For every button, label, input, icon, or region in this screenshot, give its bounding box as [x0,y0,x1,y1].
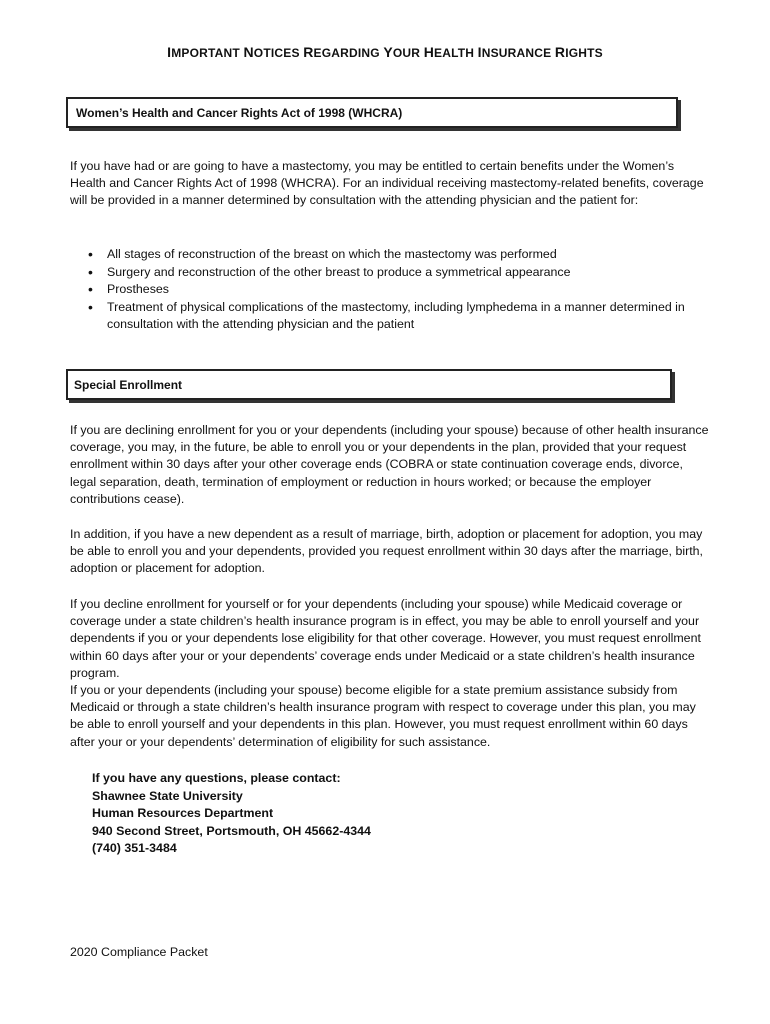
contact-block [92,770,371,858]
title-initial: R [554,44,566,60]
whcra-section-heading: Women’s Health and Cancer Rights Act of 1998 (WHCRA) [66,97,678,128]
title-word: MPORTANT [171,46,244,60]
whcra-benefits-list [88,246,708,334]
special-enrollment-paragraph-3: If you decline enrollment for yourself or for your dependents (including your spouse) while Medicaid coverage or coverage under a state children’s health insurance program is in effect, you may be able to enroll yourself and your dependents if you or your dependents lose eligibility for that other coverage. However, you must request enrollment within 60 days after your or your dependents’ coverage ends under Medicaid or a state children’s health insurance program. [70,597,701,680]
title-initial: H [423,44,434,60]
page-title [0,44,770,60]
title-word: NSURANCE [481,46,555,60]
special-enrollment-paragraph-1: If you are declining enrollment for you or your dependents (including your spouse) because of other health insurance coverage, you may, in the future, be able to enroll you or your dependents in the plan, provided that your request enrollment within 30 days after your other coverage ends (COBRA or state continuation coverage ends, divorce, legal separation, death, termination of employment or reduction in hours worked; or because the employer contributions cease). [70,423,709,506]
contact-department: Human Resources Department [92,806,274,821]
title-word: OTICES [253,46,304,60]
title-word: EGARDING [313,46,384,60]
title-word: EALTH [434,46,478,60]
special-enrollment-heading: Special Enrollment [66,369,672,400]
title-word: OUR [392,46,424,60]
list-item: • Prostheses [88,281,708,299]
title-initial: R [303,44,314,60]
list-item: • Treatment of physical complications of the mastectomy, including lymphedema in a manner determined in consultation with the attending physician and the patient [88,299,708,334]
title-word: IGHTS [565,46,603,60]
title-initial: N [243,44,254,60]
special-enrollment-paragraph-4: If you or your dependents (including your spouse) become eligible for a state premium assistance subsidy from Medicaid or through a state children’s health insurance program with respect to coverage under this plan, you may be able to enroll yourself and your dependents in this plan. However, you must request enrollment within 60 days after your or your dependents’ determination of eligibility for such assistance. [70,683,696,749]
list-item: • All stages of reconstruction of the breast on which the mastectomy was performed [88,246,708,264]
page-footer: 2020 Compliance Packet [70,945,208,959]
whcra-intro-paragraph: If you have had or are going to have a mastectomy, you may be entitled to certain benefits under the Women’s Health and Cancer Rights Act of 1998 (WHCRA). For an individual receiving mastectomy-related benefits, coverage will be provided in a manner determined by consultation with the attending physician and the patient for: [70,159,704,208]
contact-address: 940 Second Street, Portsmouth, OH 45662-4344 [92,823,371,838]
title-initial: I [477,44,482,60]
special-enrollment-paragraph-2: In addition, if you have a new dependent as a result of marriage, birth, adoption or placement for adoption, you may be able to enroll you and your dependents, provided you request enrollment within 30 days after the marriage, birth, adoption or placement for adoption. [70,527,703,576]
title-initial: I [167,44,172,60]
contact-prompt: If you have any questions, please contact: [92,771,341,785]
title-initial: Y [383,44,393,60]
contact-organization: Shawnee State University [92,788,243,803]
contact-phone: (740) 351-3484 [92,841,177,856]
list-item: • Surgery and reconstruction of the other breast to produce a symmetrical appearance [88,264,708,282]
